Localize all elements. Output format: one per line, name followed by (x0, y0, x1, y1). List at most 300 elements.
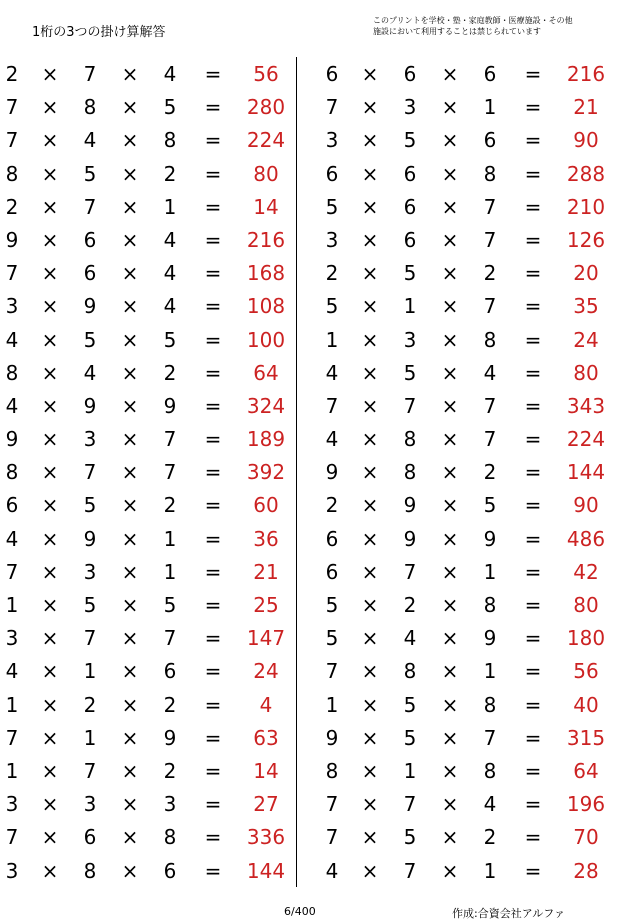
answer: 56 (253, 62, 279, 86)
operand-a: 5 (325, 294, 339, 319)
problem-row (320, 788, 620, 821)
operand-a: 3 (5, 858, 19, 883)
operand-b: 3 (83, 792, 97, 817)
operand-b: 1 (83, 659, 97, 684)
problem-row (320, 124, 620, 157)
equals-sign: = (524, 62, 542, 86)
equals-sign: = (204, 858, 222, 883)
answer: 40 (573, 692, 599, 717)
problem-row (0, 324, 300, 357)
problem-row (0, 91, 300, 124)
problem-row (0, 191, 300, 224)
times-sign: × (41, 227, 59, 252)
operand-c: 9 (163, 393, 177, 418)
operand-b: 6 (403, 161, 417, 186)
times-sign: × (441, 559, 459, 584)
times-sign: × (41, 692, 59, 717)
operand-c: 1 (483, 659, 497, 684)
times-sign: × (121, 393, 139, 418)
equals-sign: = (204, 493, 222, 518)
operand-b: 8 (83, 95, 97, 120)
operand-b: 3 (83, 559, 97, 584)
equals-sign: = (524, 626, 542, 651)
answer: 27 (253, 792, 279, 817)
equals-sign: = (524, 327, 542, 352)
equals-sign: = (524, 725, 542, 750)
equals-sign: = (204, 526, 222, 551)
times-sign: × (121, 758, 139, 783)
left-problem-column (0, 58, 300, 888)
answer: 224 (566, 427, 606, 452)
times-sign: × (361, 261, 379, 286)
answer: 63 (253, 725, 279, 750)
operand-b: 4 (403, 626, 417, 651)
operand-c: 2 (163, 493, 177, 518)
equals-sign: = (204, 261, 222, 286)
times-sign: × (121, 327, 139, 352)
column-divider (296, 57, 297, 887)
times-sign: × (41, 62, 59, 86)
operand-b: 3 (83, 427, 97, 452)
operand-a: 7 (325, 825, 339, 850)
equals-sign: = (204, 161, 222, 186)
operand-c: 4 (163, 294, 177, 319)
operand-b: 6 (83, 261, 97, 286)
operand-b: 1 (403, 758, 417, 783)
answer: 108 (246, 294, 286, 319)
times-sign: × (41, 294, 59, 319)
operand-a: 6 (5, 493, 19, 518)
answer: 189 (246, 427, 286, 452)
operand-a: 3 (5, 792, 19, 817)
operand-a: 8 (325, 758, 339, 783)
operand-c: 7 (483, 393, 497, 418)
equals-sign: = (204, 95, 222, 120)
answer: 126 (566, 227, 606, 252)
operand-a: 7 (5, 559, 19, 584)
operand-c: 8 (483, 758, 497, 783)
right-problem-column (320, 58, 620, 888)
answer: 4 (259, 692, 273, 717)
usage-notice-line-1: このプリントを学校・塾・家庭教師・医療施設・その他 (373, 16, 573, 25)
problem-row (320, 655, 620, 688)
operand-b: 1 (403, 294, 417, 319)
operand-c: 2 (163, 692, 177, 717)
operand-c: 2 (483, 261, 497, 286)
answer: 486 (566, 526, 606, 551)
operand-c: 2 (163, 758, 177, 783)
usage-notice-line-2: 施設において利用することは禁じられています (373, 27, 541, 36)
operand-c: 4 (483, 360, 497, 385)
operand-a: 3 (325, 227, 339, 252)
equals-sign: = (204, 327, 222, 352)
times-sign: × (361, 327, 379, 352)
problem-row (320, 689, 620, 722)
operand-a: 4 (325, 427, 339, 452)
operand-c: 2 (163, 360, 177, 385)
times-sign: × (121, 792, 139, 817)
times-sign: × (441, 227, 459, 252)
operand-b: 9 (83, 393, 97, 418)
operand-c: 7 (483, 427, 497, 452)
problem-row (0, 655, 300, 688)
operand-a: 1 (5, 758, 19, 783)
operand-c: 7 (483, 194, 497, 219)
operand-a: 4 (325, 360, 339, 385)
problem-row (320, 755, 620, 788)
equals-sign: = (204, 62, 222, 86)
operand-c: 2 (163, 161, 177, 186)
problem-row (320, 722, 620, 755)
equals-sign: = (204, 360, 222, 385)
equals-sign: = (204, 227, 222, 252)
answer: 14 (253, 758, 279, 783)
times-sign: × (361, 62, 379, 86)
answer: 35 (573, 294, 599, 319)
answer: 168 (246, 261, 286, 286)
operand-b: 6 (403, 194, 417, 219)
times-sign: × (121, 460, 139, 485)
problem-row (0, 456, 300, 489)
equals-sign: = (524, 792, 542, 817)
times-sign: × (121, 825, 139, 850)
operand-b: 1 (83, 725, 97, 750)
problem-row (0, 821, 300, 854)
operand-c: 9 (163, 725, 177, 750)
equals-sign: = (524, 294, 542, 319)
equals-sign: = (204, 792, 222, 817)
times-sign: × (441, 427, 459, 452)
operand-c: 5 (163, 95, 177, 120)
equals-sign: = (524, 227, 542, 252)
operand-b: 6 (83, 825, 97, 850)
times-sign: × (441, 261, 459, 286)
times-sign: × (361, 692, 379, 717)
equals-sign: = (524, 858, 542, 883)
operand-c: 9 (483, 526, 497, 551)
answer: 36 (253, 526, 279, 551)
times-sign: × (41, 526, 59, 551)
operand-a: 9 (325, 460, 339, 485)
answer: 70 (573, 825, 599, 850)
operand-b: 8 (403, 427, 417, 452)
operand-a: 3 (5, 626, 19, 651)
operand-b: 7 (403, 559, 417, 584)
answer: 21 (253, 559, 279, 584)
times-sign: × (121, 360, 139, 385)
page-number: 6/400 (284, 905, 316, 918)
times-sign: × (441, 493, 459, 518)
operand-c: 4 (163, 261, 177, 286)
times-sign: × (121, 593, 139, 617)
problem-row (320, 523, 620, 556)
operand-c: 8 (483, 692, 497, 717)
operand-c: 3 (163, 792, 177, 817)
operand-c: 5 (163, 593, 177, 617)
times-sign: × (361, 427, 379, 452)
equals-sign: = (204, 393, 222, 418)
operand-c: 4 (483, 792, 497, 817)
equals-sign: = (204, 559, 222, 584)
operand-a: 6 (325, 62, 339, 86)
operand-b: 5 (403, 261, 417, 286)
equals-sign: = (524, 493, 542, 518)
operand-a: 6 (325, 526, 339, 551)
problem-row (320, 91, 620, 124)
operand-a: 7 (5, 128, 19, 153)
operand-a: 9 (5, 227, 19, 252)
equals-sign: = (524, 659, 542, 684)
operand-a: 2 (5, 194, 19, 219)
times-sign: × (41, 493, 59, 518)
times-sign: × (361, 758, 379, 783)
problem-row (0, 290, 300, 323)
equals-sign: = (524, 95, 542, 120)
times-sign: × (441, 659, 459, 684)
operand-b: 7 (83, 460, 97, 485)
times-sign: × (361, 493, 379, 518)
operand-c: 8 (483, 327, 497, 352)
problem-row (320, 489, 620, 522)
operand-b: 2 (83, 692, 97, 717)
operand-a: 3 (5, 294, 19, 319)
problem-row (0, 755, 300, 788)
times-sign: × (361, 559, 379, 584)
operand-b: 9 (83, 294, 97, 319)
operand-c: 8 (163, 825, 177, 850)
problem-row (320, 224, 620, 257)
times-sign: × (41, 758, 59, 783)
operand-b: 7 (83, 626, 97, 651)
operand-c: 1 (483, 559, 497, 584)
times-sign: × (441, 858, 459, 883)
operand-b: 5 (83, 593, 97, 617)
answer: 24 (573, 327, 599, 352)
times-sign: × (361, 526, 379, 551)
problem-row (320, 589, 620, 622)
answer: 24 (253, 659, 279, 684)
operand-b: 9 (403, 493, 417, 518)
operand-a: 5 (325, 194, 339, 219)
operand-b: 2 (403, 593, 417, 617)
operand-a: 9 (325, 725, 339, 750)
times-sign: × (41, 792, 59, 817)
equals-sign: = (204, 758, 222, 783)
times-sign: × (361, 792, 379, 817)
problem-row (0, 622, 300, 655)
answer: 56 (573, 659, 599, 684)
operand-c: 5 (483, 493, 497, 518)
operand-b: 7 (83, 194, 97, 219)
times-sign: × (41, 593, 59, 617)
times-sign: × (121, 858, 139, 883)
answer: 25 (253, 593, 279, 617)
operand-b: 9 (83, 526, 97, 551)
operand-b: 5 (83, 493, 97, 518)
operand-b: 5 (403, 692, 417, 717)
operand-b: 7 (403, 393, 417, 418)
times-sign: × (41, 825, 59, 850)
times-sign: × (441, 393, 459, 418)
times-sign: × (441, 692, 459, 717)
times-sign: × (121, 161, 139, 186)
times-sign: × (441, 95, 459, 120)
operand-a: 7 (325, 659, 339, 684)
operand-a: 7 (5, 95, 19, 120)
author-credit: 作成:合資会社アルファ (452, 907, 566, 920)
answer: 14 (253, 194, 279, 219)
operand-a: 6 (325, 559, 339, 584)
operand-b: 4 (83, 360, 97, 385)
equals-sign: = (524, 360, 542, 385)
operand-a: 8 (5, 360, 19, 385)
times-sign: × (361, 227, 379, 252)
answer: 80 (573, 593, 599, 617)
times-sign: × (361, 95, 379, 120)
times-sign: × (41, 95, 59, 120)
answer: 196 (566, 792, 606, 817)
problem-row (0, 855, 300, 888)
operand-c: 1 (163, 526, 177, 551)
problem-row (0, 257, 300, 290)
operand-c: 1 (483, 95, 497, 120)
answer: 224 (246, 128, 286, 153)
operand-b: 5 (403, 825, 417, 850)
operand-c: 7 (483, 227, 497, 252)
problem-row (320, 158, 620, 191)
times-sign: × (41, 360, 59, 385)
problem-row (0, 158, 300, 191)
times-sign: × (361, 128, 379, 153)
times-sign: × (361, 194, 379, 219)
answer: 216 (246, 227, 286, 252)
operand-c: 7 (483, 725, 497, 750)
times-sign: × (441, 593, 459, 617)
times-sign: × (361, 161, 379, 186)
times-sign: × (121, 493, 139, 518)
operand-b: 5 (83, 161, 97, 186)
times-sign: × (41, 559, 59, 584)
operand-a: 5 (325, 593, 339, 617)
problem-row (320, 456, 620, 489)
answer: 90 (573, 493, 599, 518)
operand-a: 3 (325, 128, 339, 153)
operand-a: 6 (325, 161, 339, 186)
times-sign: × (441, 161, 459, 186)
equals-sign: = (204, 825, 222, 850)
equals-sign: = (524, 593, 542, 617)
problem-row (0, 124, 300, 157)
problem-row (0, 523, 300, 556)
answer: 280 (246, 95, 286, 120)
answer: 343 (566, 393, 606, 418)
times-sign: × (441, 758, 459, 783)
answer: 315 (566, 725, 606, 750)
operand-c: 5 (163, 327, 177, 352)
operand-b: 8 (403, 659, 417, 684)
problem-row (320, 556, 620, 589)
equals-sign: = (204, 460, 222, 485)
answer: 64 (253, 360, 279, 385)
times-sign: × (41, 393, 59, 418)
operand-a: 2 (325, 493, 339, 518)
operand-c: 8 (483, 161, 497, 186)
times-sign: × (361, 825, 379, 850)
times-sign: × (121, 559, 139, 584)
problem-row (0, 58, 300, 91)
times-sign: × (441, 460, 459, 485)
operand-a: 1 (5, 692, 19, 717)
operand-c: 6 (483, 128, 497, 153)
equals-sign: = (204, 659, 222, 684)
answer: 336 (246, 825, 286, 850)
times-sign: × (441, 725, 459, 750)
operand-b: 3 (403, 95, 417, 120)
times-sign: × (121, 427, 139, 452)
times-sign: × (41, 128, 59, 153)
operand-a: 8 (5, 460, 19, 485)
operand-a: 2 (325, 261, 339, 286)
operand-c: 6 (483, 62, 497, 86)
times-sign: × (441, 327, 459, 352)
operand-b: 7 (83, 758, 97, 783)
operand-b: 4 (83, 128, 97, 153)
operand-b: 6 (403, 62, 417, 86)
operand-a: 4 (5, 526, 19, 551)
equals-sign: = (524, 559, 542, 584)
equals-sign: = (524, 758, 542, 783)
problem-row (0, 788, 300, 821)
operand-b: 7 (83, 62, 97, 86)
times-sign: × (441, 128, 459, 153)
answer: 144 (246, 858, 286, 883)
times-sign: × (121, 194, 139, 219)
equals-sign: = (524, 460, 542, 485)
operand-b: 3 (403, 327, 417, 352)
answer: 216 (566, 62, 606, 86)
equals-sign: = (204, 725, 222, 750)
operand-a: 1 (325, 692, 339, 717)
operand-c: 4 (163, 227, 177, 252)
times-sign: × (361, 460, 379, 485)
equals-sign: = (524, 393, 542, 418)
answer: 60 (253, 493, 279, 518)
times-sign: × (41, 725, 59, 750)
times-sign: × (121, 626, 139, 651)
problem-row (320, 855, 620, 888)
problem-row (0, 224, 300, 257)
problem-row (320, 324, 620, 357)
times-sign: × (441, 825, 459, 850)
operand-b: 5 (83, 327, 97, 352)
operand-a: 7 (5, 825, 19, 850)
times-sign: × (41, 460, 59, 485)
times-sign: × (121, 526, 139, 551)
times-sign: × (121, 692, 139, 717)
operand-a: 5 (325, 626, 339, 651)
equals-sign: = (204, 427, 222, 452)
operand-c: 1 (483, 858, 497, 883)
times-sign: × (361, 659, 379, 684)
operand-c: 1 (163, 559, 177, 584)
equals-sign: = (524, 427, 542, 452)
times-sign: × (441, 294, 459, 319)
problem-row (320, 423, 620, 456)
equals-sign: = (524, 128, 542, 153)
answer: 80 (253, 161, 279, 186)
times-sign: × (121, 294, 139, 319)
answer: 90 (573, 128, 599, 153)
